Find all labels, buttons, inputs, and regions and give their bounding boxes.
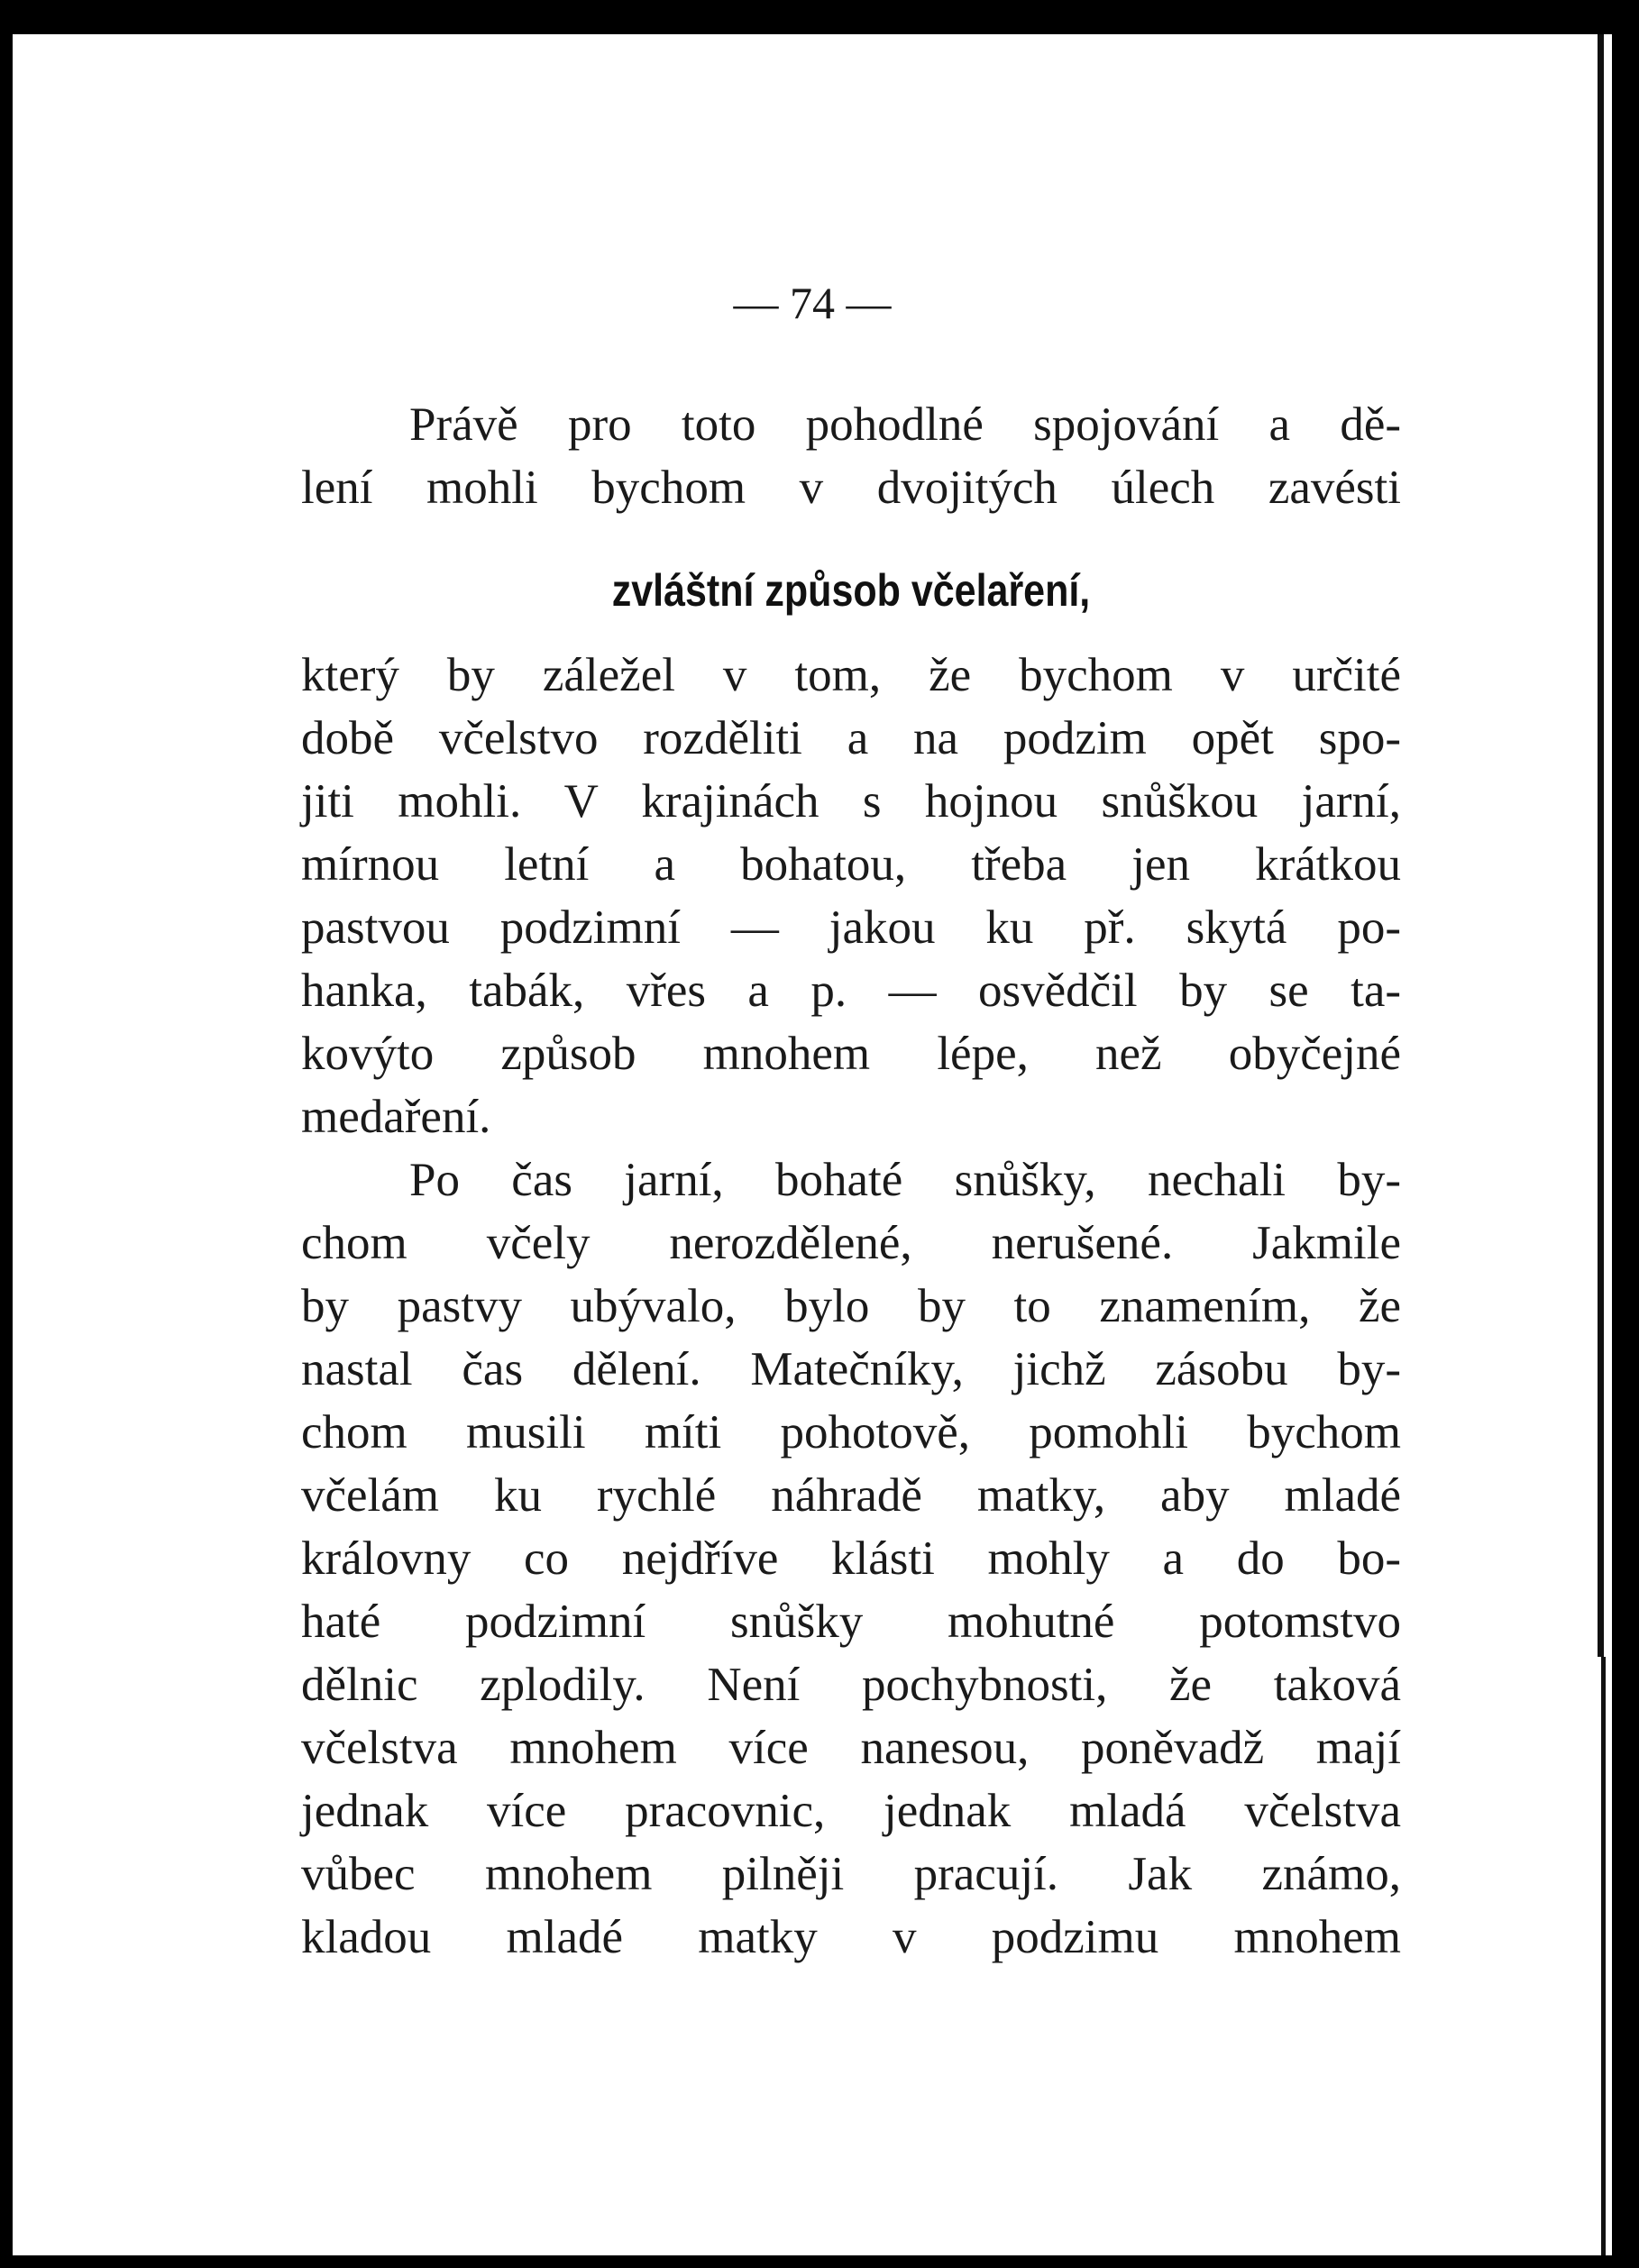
page-edge-shadow — [1601, 1657, 1606, 2255]
text-line: včelám ku rychlé náhradě matky, aby mladé — [301, 1469, 1401, 1522]
text-line: který by záležel v tom, že bychom v určité — [301, 649, 1401, 701]
section-heading: zvláštní způsob včelaření, — [611, 565, 1091, 616]
intro-text — [301, 393, 1401, 519]
text-line: době včelstvo rozděliti a na podzim opět spo- — [301, 712, 1401, 764]
text-line: lení mohli bychom v dvojitých úlech zavésti — [301, 462, 1401, 514]
text-line: medaření. — [301, 1091, 491, 1143]
text-line: vůbec mnohem pilněji pracují. Jak známo, — [301, 1848, 1401, 1900]
text-line: hanka, tabák, vřes a p. — osvědčil by se ta- — [301, 965, 1401, 1017]
text-line: dělnic zplodily. Není pochybnosti, že taková — [301, 1659, 1401, 1711]
text-line: jiti mohli. V krajinách s hojnou snůškou jarní, — [301, 775, 1401, 828]
page-number: — 74 — — [733, 278, 892, 328]
paragraph-2 — [301, 1148, 1401, 1969]
text-line: včelstva mnohem více nanesou, poněvadž mají — [301, 1722, 1401, 1774]
book-page — [13, 34, 1612, 2255]
text-line: kovýto způsob mnohem lépe, než obyčejné — [301, 1028, 1401, 1080]
text-line: kladou mladé matky v podzimu mnohem — [301, 1911, 1401, 1963]
text-line: pastvou podzimní — jakou ku př. skytá po- — [301, 901, 1401, 954]
text-line: nastal čas dělení. Matečníky, jichž zásobu by- — [301, 1343, 1401, 1395]
text-line: jednak více pracovnic, jednak mladá včelstva — [301, 1785, 1401, 1837]
text-line: mírnou letní a bohatou, třeba jen krátkou — [301, 838, 1401, 891]
text-line: Právě pro toto pohodlné spojování a dě- — [409, 398, 1401, 451]
text-line: Po čas jarní, bohaté snůšky, nechali by- — [409, 1154, 1401, 1206]
text-line: chom musili míti pohotově, pomohli bychom — [301, 1406, 1401, 1459]
text-line: královny co nejdříve klásti mohly a do bo- — [301, 1532, 1401, 1585]
text-line: haté podzimní snůšky mohutné potomstvo — [301, 1596, 1401, 1648]
paragraph-1 — [301, 644, 1401, 1148]
text-line: by pastvy ubývalo, bylo by to znamením, že — [301, 1280, 1401, 1332]
text-line: chom včely nerozdělené, nerušené. Jakmile — [301, 1217, 1401, 1269]
